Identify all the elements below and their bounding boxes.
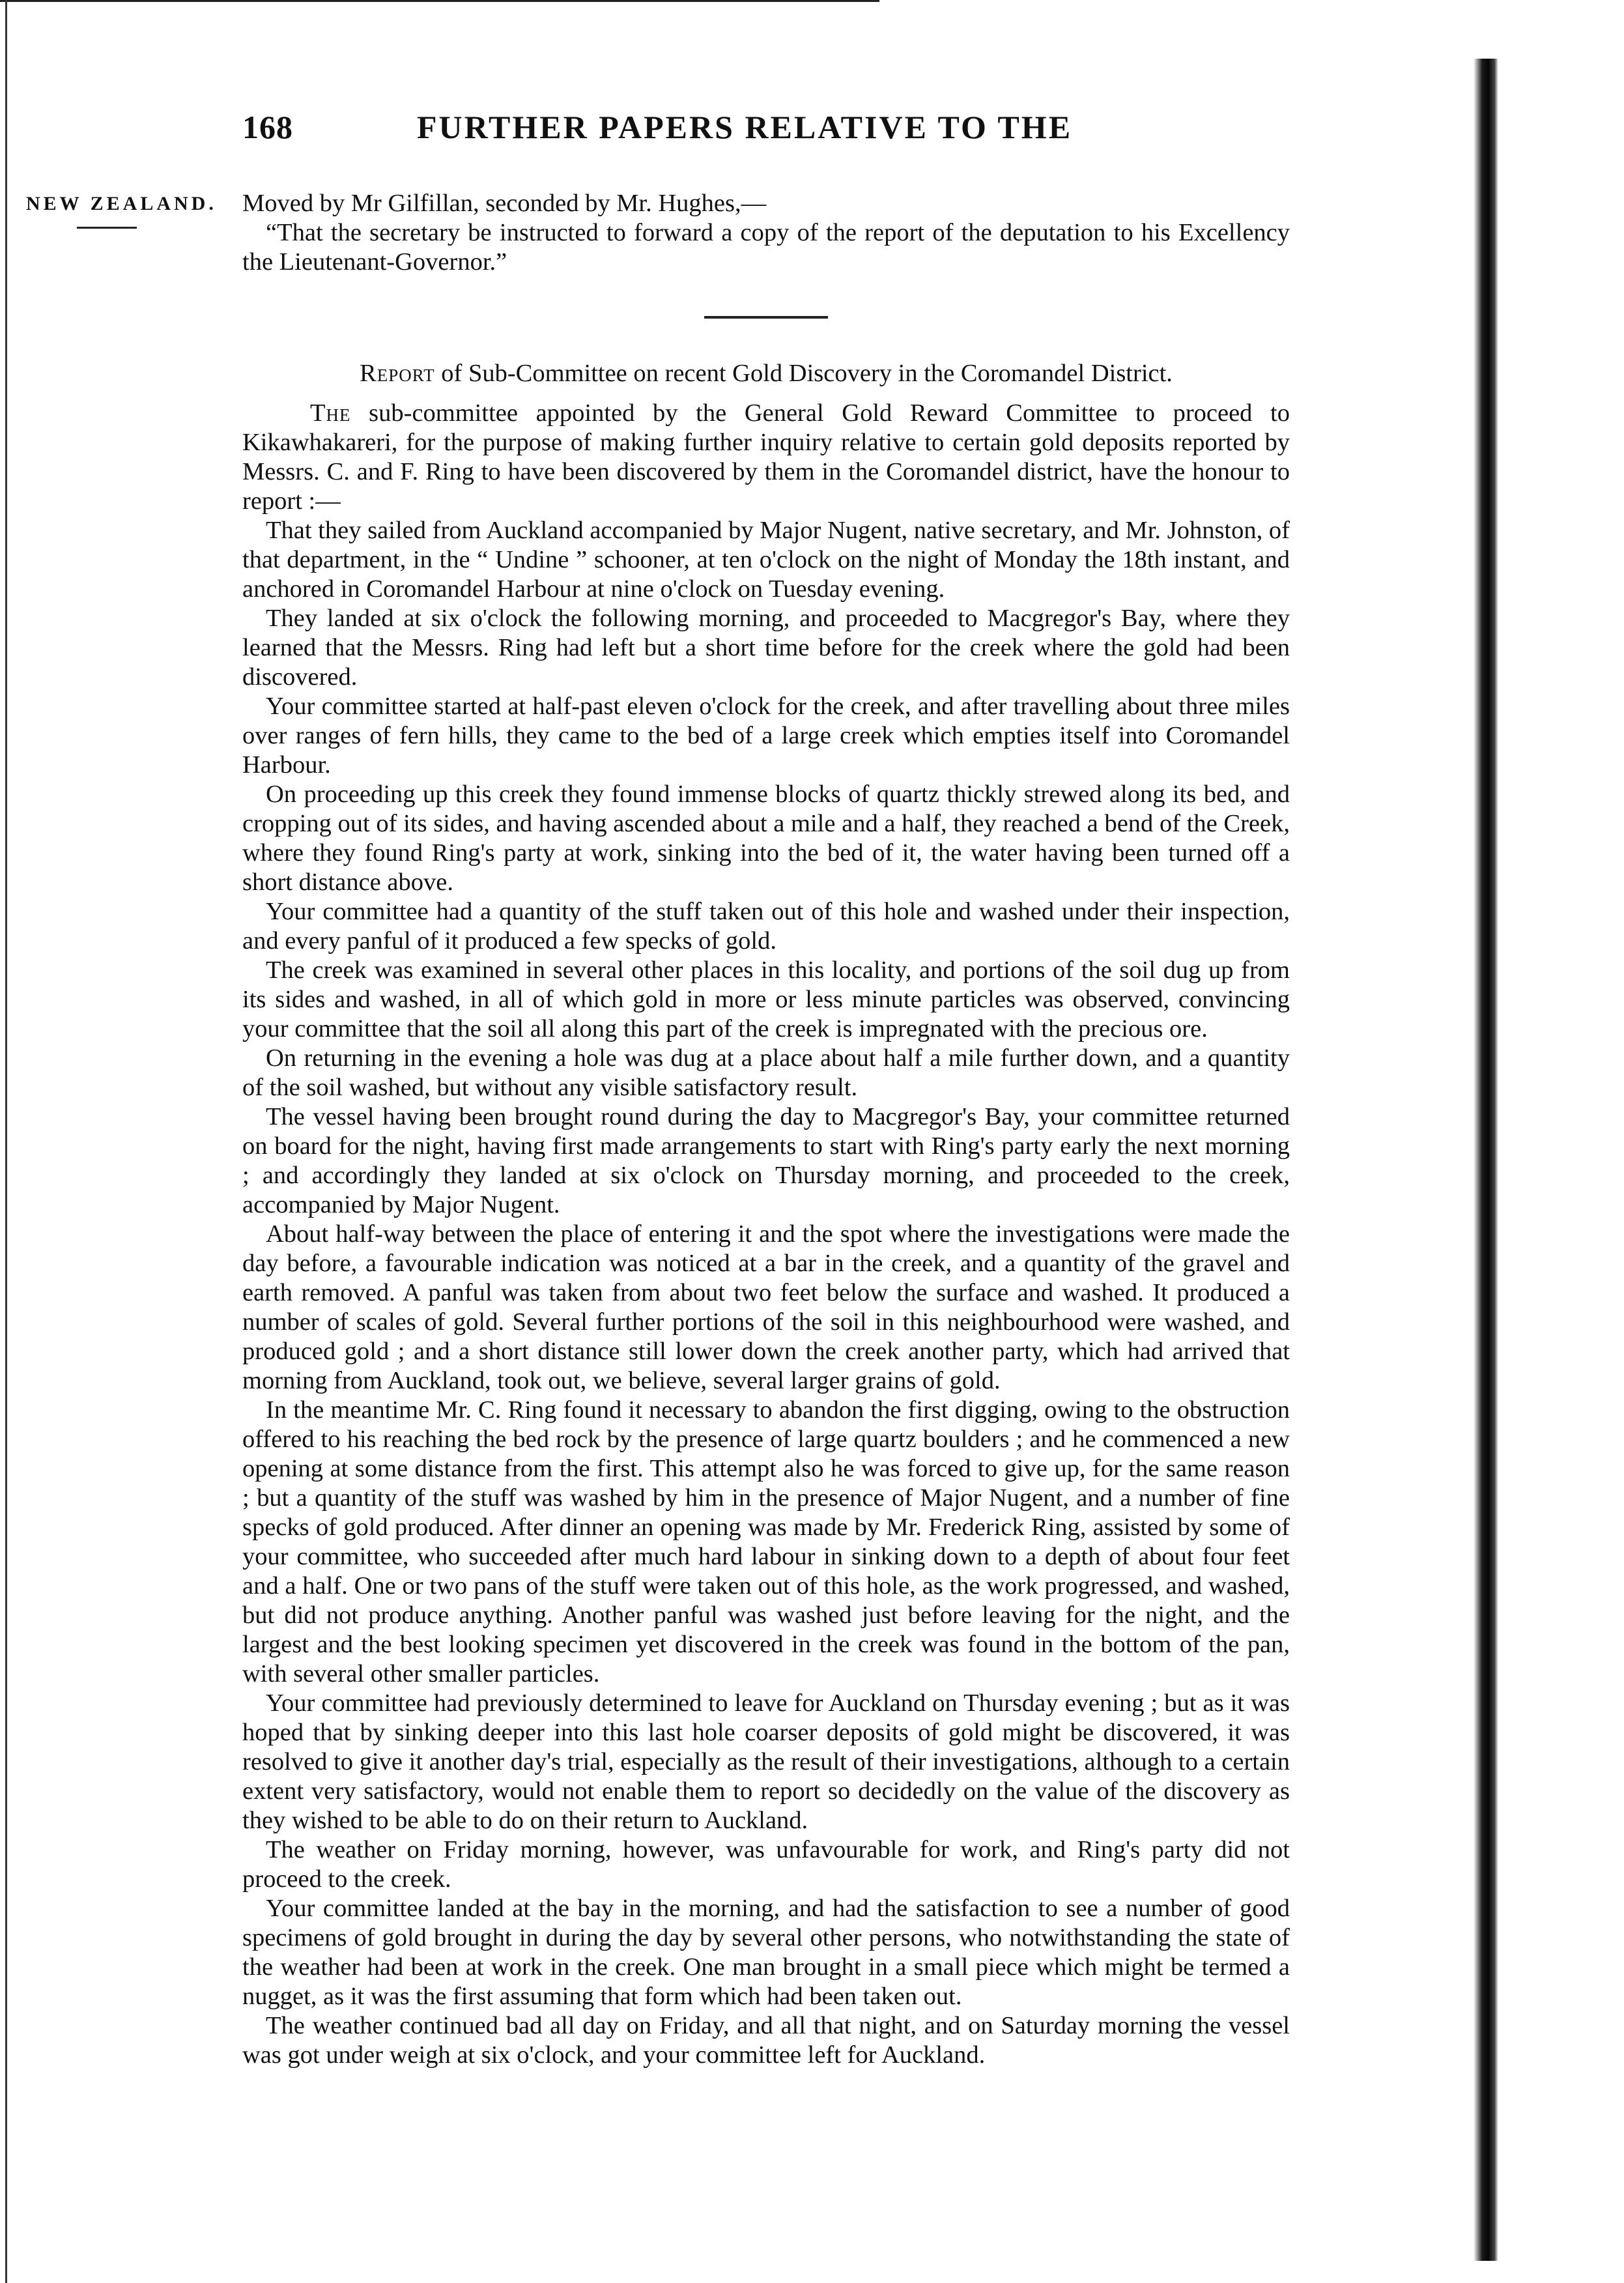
motion-quote: “That the secretary be instructed to forward a copy of the report of the deputation to his Excellency the Lieutenant-Governor.” (242, 219, 1290, 276)
report-paragraph: The weather continued bad all day on Friday, and all that night, and on Saturday morning the vessel was got under weigh at six o'clock, and your committee left for Auckland. (242, 2012, 1290, 2069)
section-rule (704, 316, 828, 319)
report-paragraph: About half-way between the place of entering it and the spot where the investigations were made the day before, a favourable indication was noticed at a bar in the creek, and a quantity of the gravel and earth removed. A panful was taken from about two feet below the surface and washed. It produced a number of scales of gold. Several further portions of the soil in this neighbourhood were washed, and produced gold ; and a short distance still lower down the creek another party, which had arrived that morning from Auckland, took out, we believe, several larger grains of gold. (242, 1220, 1290, 1394)
motion-line: Moved by Mr Gilfillan, seconded by Mr. Hughes,— (242, 190, 767, 217)
report-first-lead: The (310, 399, 351, 427)
report-title-rest: of Sub-Committee on recent Gold Discovery in the Coromandel District. (434, 360, 1173, 387)
report-paragraph: On proceeding up this creek they found immense blocks of quartz thickly strewed along its bed, and cropping out of its sides, and having ascended about a mile and a half, they reached a bend of the Creek, where they found Ring's party at work, sinking into the bed of it, the water having been turned off a short distance above. (242, 781, 1290, 896)
binding-shadow (1474, 59, 1498, 2261)
top-rule (0, 0, 879, 2)
margin-note: NEW ZEALAND. (26, 193, 217, 214)
page-edge (5, 0, 7, 2283)
report-title (242, 359, 1290, 388)
report-paragraph: The weather on Friday morning, however, was unfavourable for work, and Ring's party did not proceed to the creek. (242, 1836, 1290, 1893)
report-paragraph: They landed at six o'clock the following morning, and proceeded to Macgregor's Bay, where they learned that the Messrs. Ring had left but a short time before for the creek where the gold had been discovered. (242, 605, 1290, 691)
report-body (242, 399, 1290, 2070)
margin-dash (77, 227, 137, 229)
report-paragraph: Your committee had a quantity of the stuff taken out of this hole and washed under their inspection, and every panful of it produced a few specks of gold. (242, 898, 1290, 955)
report-paragraph-0 (242, 399, 1290, 516)
report-paragraph: On returning in the evening a hole was dug at a place about half a mile further down, and a quantity of the soil washed, but without any visible satisfactory result. (242, 1044, 1290, 1101)
report-paragraph: Your committee had previously determined to leave for Auckland on Thursday evening ; but as it was hoped that by sinking deeper into this last hole coarser deposits of gold might be discovered, it was resolved to give it another day's trial, especially as the result of their investigations, although to a certain extent very satisfactory, would not enable them to report so decidedly on the value of the discovery as they wished to be able to do on their return to Auckland. (242, 1689, 1290, 1834)
report-paragraph: That they sailed from Auckland accompanied by Major Nugent, native secretary, and Mr. Johnston, of that department, in the “ Undine ” schooner, at ten o'clock on the night of Monday the 18th instant, and anchored in Coromandel Harbour at nine o'clock on Tuesday evening. (242, 517, 1290, 603)
report-paragraph: Your committee started at half-past eleven o'clock for the creek, and after travelling about three miles over ranges of fern hills, they came to the bed of a large creek which empties itself into Coromandel Harbour. (242, 693, 1290, 779)
report-title-lead: Report (360, 360, 435, 387)
page-header (242, 108, 1298, 160)
page-number: 168 (242, 109, 293, 145)
page-body (242, 189, 1290, 2070)
report-first-rest: sub-committee appointed by the General Gold Reward Committee to proceed to Kikawhakareri, for the purpose of making further inquiry relative to certain gold deposits reported by Messrs. C. and F. Ring to have been discovered by them in the Coromandel district, have the honour to report :— (242, 399, 1290, 515)
report-paragraph: The vessel having been brought round during the day to Macgregor's Bay, your committee returned on board for the night, having first made arrangements to start with Ring's party early the next morning ; and accordingly they landed at six o'clock on Thursday morning, and proceeded to the creek, accompanied by Major Nugent. (242, 1103, 1290, 1218)
running-head: FURTHER PAPERS RELATIVE TO THE (417, 109, 1073, 145)
report-paragraph: In the meantime Mr. C. Ring found it necessary to abandon the first digging, owing to the obstruction offered to his reaching the bed rock by the presence of large quartz boulders ; and he commenced a new opening at some distance from the first. This attempt also he was forced to give up, for the same reason ; but a quantity of the stuff was washed by him in the presence of Major Nugent, and a number of fine specks of gold produced. After dinner an opening was made by Mr. Frederick Ring, assisted by some of your committee, who succeeded after much hard labour in sinking down to a depth of about four feet and a half. One or two pans of the stuff were taken out of this hole, as the work progressed, and washed, but did not produce anything. Another panful was washed just before leaving for the night, and the largest and the best looking specimen yet discovered in the creek was found in the bottom of the pan, with several other smaller particles. (242, 1396, 1290, 1687)
report-paragraph: The creek was examined in several other places in this locality, and portions of the soil dug up from its sides and washed, in all of which gold in more or less minute particles was observed, convincing your committee that the soil all along this part of the creek is impregnated with the precious ore. (242, 956, 1290, 1042)
report-paragraph: Your committee landed at the bay in the morning, and had the satisfaction to see a number of good specimens of gold brought in during the day by several other persons, who notwithstanding the state of the weather had been at work in the creek. One man brought in a small piece which might be termed a nugget, as it was the first assuming that form which had been taken out. (242, 1895, 1290, 2010)
